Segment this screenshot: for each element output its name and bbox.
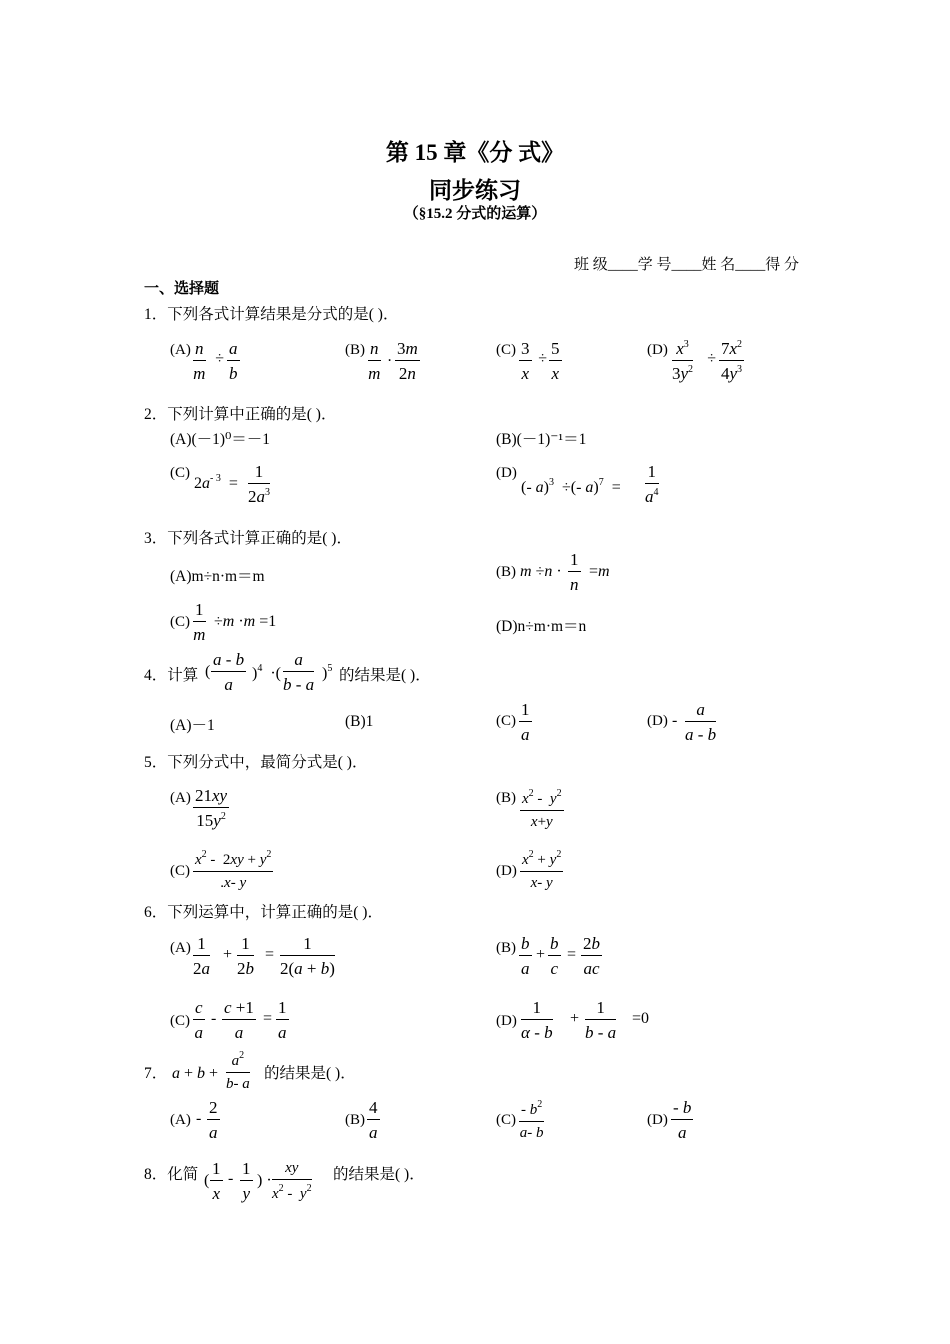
math-expression: ÷m ·m =1 bbox=[214, 613, 277, 630]
math-operator: . bbox=[388, 348, 392, 365]
fraction: $\frac{b}{a}$ bbox=[521, 934, 530, 978]
math-operator: + bbox=[223, 946, 233, 963]
option-label: (A) bbox=[170, 342, 191, 358]
option-label: (D) bbox=[496, 1013, 517, 1029]
fraction: $\frac{n}{m}$ bbox=[368, 339, 381, 383]
fraction: $\frac{2b}{ac}$ bbox=[583, 934, 600, 978]
question-3-option-d: (D)n÷m·m＝n bbox=[496, 618, 587, 635]
option-label: (B) bbox=[496, 940, 516, 956]
question-3-option-a: (A)m÷n·m＝m bbox=[170, 568, 265, 585]
question-stem-prefix: 7． bbox=[144, 1065, 168, 1082]
fraction: $\frac{1}{a}$ bbox=[278, 998, 287, 1042]
page-title: 第 15 章《分 式》 bbox=[385, 140, 565, 165]
question-stem-suffix: 的结果是( )． bbox=[264, 1065, 356, 1082]
option-label: (C) bbox=[170, 465, 190, 481]
math-paren: ( bbox=[204, 1172, 210, 1189]
math-operator: ÷ bbox=[707, 350, 716, 367]
fraction: $\frac{7x^2}{4y^3}$ bbox=[721, 339, 743, 383]
question-4-option-a: (A)－1 bbox=[170, 717, 215, 734]
math-operator: - bbox=[211, 1010, 217, 1027]
fraction: $\frac{a}{b}$ bbox=[229, 339, 238, 383]
option-label: (B) bbox=[496, 564, 516, 580]
option-label: (B) bbox=[345, 342, 365, 358]
question-stem-prefix: 8．化简 bbox=[144, 1166, 199, 1183]
student-info-line: 班 级____学 号____姓 名____得 分 bbox=[574, 257, 800, 273]
option-label: (B) bbox=[345, 1112, 365, 1128]
question-stem-prefix: 4．计算 bbox=[144, 667, 199, 684]
fraction: $\frac{1}{x}$ bbox=[212, 1159, 221, 1203]
math-expression: (- a)$^3$ ÷(- a)$^7$ = bbox=[521, 477, 621, 496]
fraction: $\frac{- b^2}{a- b}$ bbox=[519, 1099, 544, 1141]
option-label: (C) bbox=[170, 863, 190, 879]
math-operator: = bbox=[263, 1010, 273, 1027]
fraction: $\frac{1}{\alpha - b}$ bbox=[521, 998, 553, 1042]
question-stem-suffix: 的结果是( )． bbox=[333, 1166, 425, 1183]
math-expression: ) · bbox=[257, 1172, 272, 1189]
question-4-option-b: (B)1 bbox=[345, 713, 374, 730]
math-expression: =m bbox=[589, 563, 610, 580]
math-expression: m ÷n · bbox=[520, 563, 562, 580]
math-operator: ÷ bbox=[538, 350, 547, 367]
fraction: $\frac{a^2}{b- a}$ bbox=[226, 1050, 250, 1092]
math-paren: ( bbox=[205, 663, 211, 680]
option-label: (B) bbox=[496, 790, 516, 806]
question-5-stem: 5．下列分式中，最简分式是( )． bbox=[144, 754, 368, 771]
question-6-stem: 6．下列运算中，计算正确的是( )． bbox=[144, 904, 383, 921]
option-label: (D) bbox=[496, 863, 517, 879]
fraction: $\frac{1}{2b}$ bbox=[237, 934, 254, 978]
fraction: $\frac{1}{b - a}$ bbox=[585, 998, 617, 1042]
section-label: （§15.2 分式的运算） bbox=[403, 206, 547, 222]
math-operator: = bbox=[265, 946, 275, 963]
option-label: (A) bbox=[170, 790, 191, 806]
fraction: $\frac{b}{c}$ bbox=[550, 934, 559, 978]
option-label: (A) bbox=[170, 940, 191, 956]
fraction: $\frac{2}{a}$ bbox=[209, 1098, 218, 1142]
fraction: $\frac{3m}{2n}$ bbox=[397, 339, 418, 383]
option-label: (D) bbox=[496, 465, 517, 481]
math-operator: = bbox=[567, 946, 577, 963]
math-expression: $2a^{- 3}$ = bbox=[194, 473, 238, 492]
question-2-option-b: (B)(－1)⁻¹＝1 bbox=[496, 431, 587, 448]
option-label: (D) bbox=[647, 342, 668, 358]
math-operator: + bbox=[536, 946, 546, 963]
fraction: $\frac{x^2 + y^2}{x- y}$ bbox=[522, 849, 562, 891]
question-stem-suffix: 的结果是( )． bbox=[339, 667, 431, 684]
fraction: $\frac{xy}{x^2 - y^2}$ bbox=[272, 1160, 312, 1202]
math-expression: a + b + bbox=[172, 1065, 219, 1082]
fraction: $\frac{1}{a}$ bbox=[521, 700, 530, 744]
fraction: $\frac{1}{2(a + b)}$ bbox=[280, 934, 335, 978]
fraction: $\frac{a}{b - a}$ bbox=[283, 650, 315, 694]
question-3-stem: 3．下列各式计算正确的是( )． bbox=[144, 530, 352, 547]
fraction: $\frac{3}{x}$ bbox=[521, 339, 530, 383]
option-label: (C) bbox=[170, 614, 190, 630]
option-label: (C) bbox=[496, 713, 516, 729]
math-expression: )$^5$ bbox=[322, 663, 333, 682]
question-2-option-a: (A)(－1)⁰＝－1 bbox=[170, 431, 271, 448]
fraction: $\frac{21xy}{15y^2}$ bbox=[195, 786, 228, 830]
fraction: $\frac{1}{m}$ bbox=[193, 600, 206, 644]
fraction: $\frac{a - b}{a}$ bbox=[213, 650, 245, 694]
page-subtitle: 同步练习 bbox=[429, 178, 521, 203]
math-expression: )$^4$ ·( bbox=[252, 663, 281, 682]
fraction: $\frac{n}{m}$ bbox=[193, 339, 206, 383]
fraction: $\frac{c +1}{a}$ bbox=[224, 998, 254, 1042]
fraction: $\frac{a}{a - b}$ bbox=[685, 700, 717, 744]
fraction: $\frac{1}{y}$ bbox=[242, 1159, 251, 1203]
fraction: $\frac{c}{a}$ bbox=[194, 998, 204, 1042]
fraction: $\frac{x^2 - 2xy + y^2}{.x- y}$ bbox=[195, 849, 272, 891]
option-label: (C) bbox=[496, 342, 516, 358]
math-operator: - bbox=[672, 712, 678, 729]
math-expression: =0 bbox=[632, 1010, 650, 1027]
fraction: $\frac{1}{2a}$ bbox=[193, 934, 210, 978]
fraction: $\frac{1}{n}$ bbox=[570, 550, 579, 594]
fraction: $\frac{- b}{a}$ bbox=[673, 1098, 692, 1142]
fraction: $\frac{4}{a}$ bbox=[369, 1098, 378, 1142]
math-operator: ÷ bbox=[215, 350, 224, 367]
math-operator: - bbox=[196, 1110, 202, 1127]
option-label: (C) bbox=[170, 1013, 190, 1029]
question-1-stem: 1．下列各式计算结果是分式的是( )． bbox=[144, 306, 399, 323]
question-2-stem: 2．下列计算中正确的是( )． bbox=[144, 406, 337, 423]
option-label: (D) bbox=[647, 1112, 668, 1128]
math-operator: - bbox=[228, 1170, 234, 1187]
math-operator: + bbox=[570, 1010, 580, 1027]
section-heading: 一、选择题 bbox=[144, 281, 220, 297]
option-label: (D) bbox=[647, 713, 668, 729]
option-label: (C) bbox=[496, 1112, 516, 1128]
option-label: (A) bbox=[170, 1112, 191, 1128]
fraction: $\frac{1}{a^4}$ bbox=[645, 462, 659, 506]
fraction: $\frac{1}{2a^3}$ bbox=[248, 462, 270, 506]
fraction: $\frac{x^2 - y^2}{x+y}$ bbox=[522, 788, 562, 830]
fraction: $\frac{5}{x}$ bbox=[551, 339, 560, 383]
fraction: $\frac{x^3}{3y^2}$ bbox=[672, 339, 694, 383]
